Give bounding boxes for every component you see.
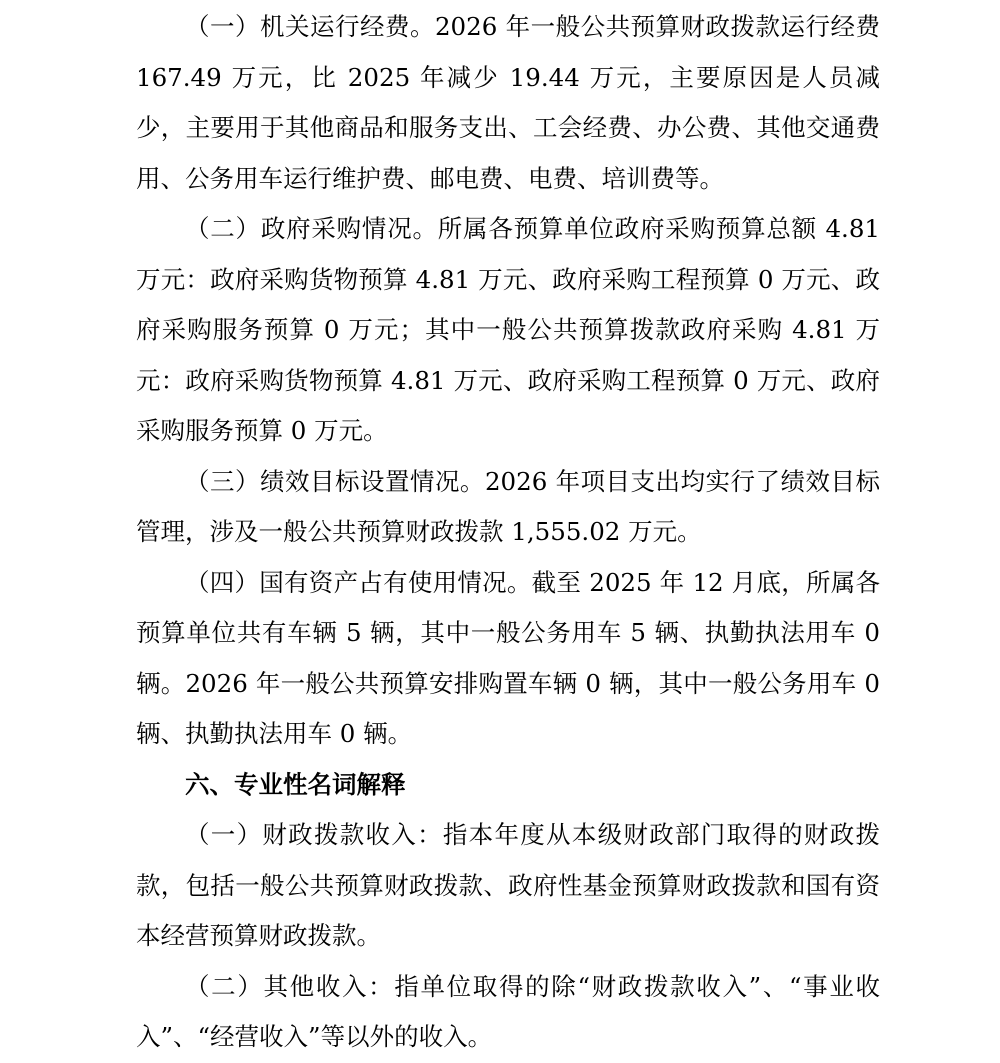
paragraph-performance-targets <box>136 457 880 558</box>
paragraph-body: 2026 年一般公共预算财政拨款运行经费 167.49 万元，比 2025 年减少 19.44 万元，主要原因是人员减少，主要用于其他商品和服务支出、工会经费、办公费、其他交通费用、公务用车运行维护费、邮电费、电费、培训费等。 <box>136 12 881 193</box>
paragraph-lead: （四）国有资产占有使用情况。 <box>185 567 532 597</box>
paragraph-lead: （二）政府采购情况。 <box>185 214 438 243</box>
definition-fiscal-appropriation-income <box>136 810 880 962</box>
paragraph-lead: （一）机关运行经费。 <box>185 12 435 41</box>
paragraph-lead: （三）绩效目标设置情况。 <box>185 466 485 496</box>
paragraph-body: 2026 年项目支出均实行了绩效目标管理，涉及一般公共预算财政拨款 1,555.02 万元。 <box>136 466 881 546</box>
paragraph-operating-expenses <box>136 2 880 204</box>
paragraph-body: 截至 2025 年 12 月底，所属各预算单位共有车辆 5 辆，其中一般公务用车 5 辆、执勤执法用车 0 辆。2026 年一般公共预算安排购置车辆 0 辆，其中一般公务用车 0 辆、执勤执法用车 0 辆。 <box>136 567 880 748</box>
definition-term: （一）财政拨款收入： <box>185 820 443 849</box>
paragraph-state-assets <box>136 558 880 760</box>
definition-other-income <box>136 962 880 1063</box>
document-page <box>136 2 880 1063</box>
definition-body: 指单位取得的除“财政拨款收入”、“事业收入”、“经营收入”等以外的收入。 <box>136 971 880 1051</box>
definition-body: 指本年度从本级财政部门取得的财政拨款，包括一般公共预算财政拨款、政府性基金预算财政拨款和国有资本经营预算财政拨款。 <box>136 820 881 950</box>
paragraph-body: 所属各预算单位政府采购预算总额 4.81 万元：政府采购货物预算 4.81 万元、政府采购工程预算 0 万元、政府采购服务预算 0 万元；其中一般公共预算拨款政府采购 4.81 万元：政府采购货物预算 4.81 万元、政府采购工程预算 0 万元、政府采购服务预算 0 万元。 <box>136 214 881 445</box>
paragraph-government-procurement <box>136 204 880 457</box>
section-heading: 六、专业性名词解释 <box>185 769 406 799</box>
definition-term: （二）其他收入： <box>185 971 395 1001</box>
